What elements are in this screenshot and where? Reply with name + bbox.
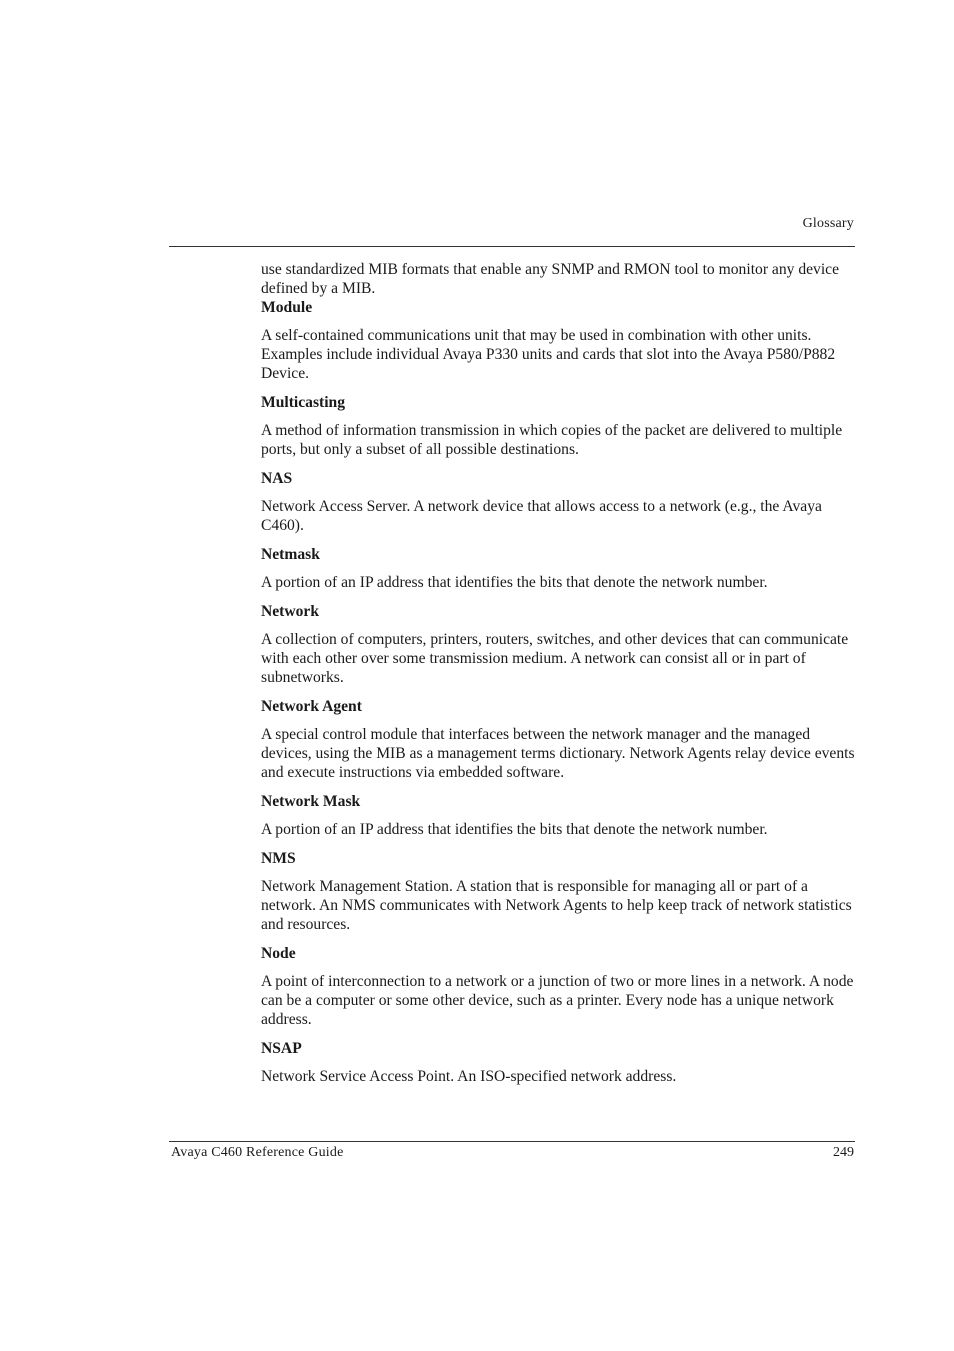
glossary-entry <box>261 944 857 1029</box>
glossary-definition: A collection of computers, printers, routers, switches, and other devices that can communicate with each other over some transmission medium. A network can consist all or in part of subnetworks. <box>261 631 849 686</box>
page-number: 249 <box>833 1145 854 1160</box>
glossary-entry <box>261 393 857 459</box>
glossary-entry <box>261 849 857 934</box>
glossary-term: Network Mask <box>261 793 361 810</box>
glossary-term: Multicasting <box>261 394 346 411</box>
glossary-term: Node <box>261 945 296 962</box>
glossary-content <box>261 260 857 1096</box>
glossary-definition: A portion of an IP address that identifies the bits that denote the network number. <box>261 574 768 591</box>
glossary-definition: A portion of an IP address that identifies the bits that denote the network number. <box>261 821 768 838</box>
glossary-definition: A special control module that interfaces between the network manager and the managed devices, using the MIB as a management terms dictionary. Network Agents relay device events and execute instructions via embedded software. <box>261 726 855 781</box>
glossary-entry <box>261 469 857 535</box>
footer-divider <box>169 1141 855 1142</box>
glossary-entry <box>261 602 857 687</box>
glossary-definition: Network Management Station. A station that is responsible for managing all or part of a network. An NMS communicates with Network Agents to help keep track of network statistics and resources. <box>261 878 852 933</box>
glossary-entry <box>261 545 857 592</box>
glossary-entry <box>261 1039 857 1086</box>
glossary-term: NSAP <box>261 1040 302 1057</box>
glossary-entry <box>261 697 857 782</box>
glossary-definition: Network Access Server. A network device that allows access to a network (e.g., the Avaya C460). <box>261 498 822 534</box>
glossary-definition: Network Service Access Point. An ISO-specified network address. <box>261 1068 677 1085</box>
running-header: Glossary <box>802 216 854 231</box>
glossary-term: Module <box>261 299 313 316</box>
footer-title: Avaya C460 Reference Guide <box>171 1145 344 1160</box>
header-divider <box>169 246 855 247</box>
glossary-term: NAS <box>261 470 293 487</box>
glossary-definition: A method of information transmission in which copies of the packet are delivered to multiple ports, but only a subset of all possible destinations. <box>261 422 843 458</box>
intro-paragraph: use standardized MIB formats that enable any SNMP and RMON tool to monitor any device defined by a MIB. <box>261 261 840 297</box>
glossary-term: NMS <box>261 850 296 867</box>
glossary-term: Network Agent <box>261 698 362 715</box>
glossary-entry <box>261 792 857 839</box>
glossary-definition: A self-contained communications unit that may be used in combination with other units. Examples include individual Avaya P330 units and cards that slot into the Avaya P580/P882 Device. <box>261 327 836 382</box>
glossary-term: Network <box>261 603 320 620</box>
glossary-entry <box>261 298 857 383</box>
glossary-definition: A point of interconnection to a network or a junction of two or more lines in a network. A node can be a computer or some other device, such as a printer. Every node has a unique network address. <box>261 973 854 1028</box>
glossary-term: Netmask <box>261 546 320 563</box>
